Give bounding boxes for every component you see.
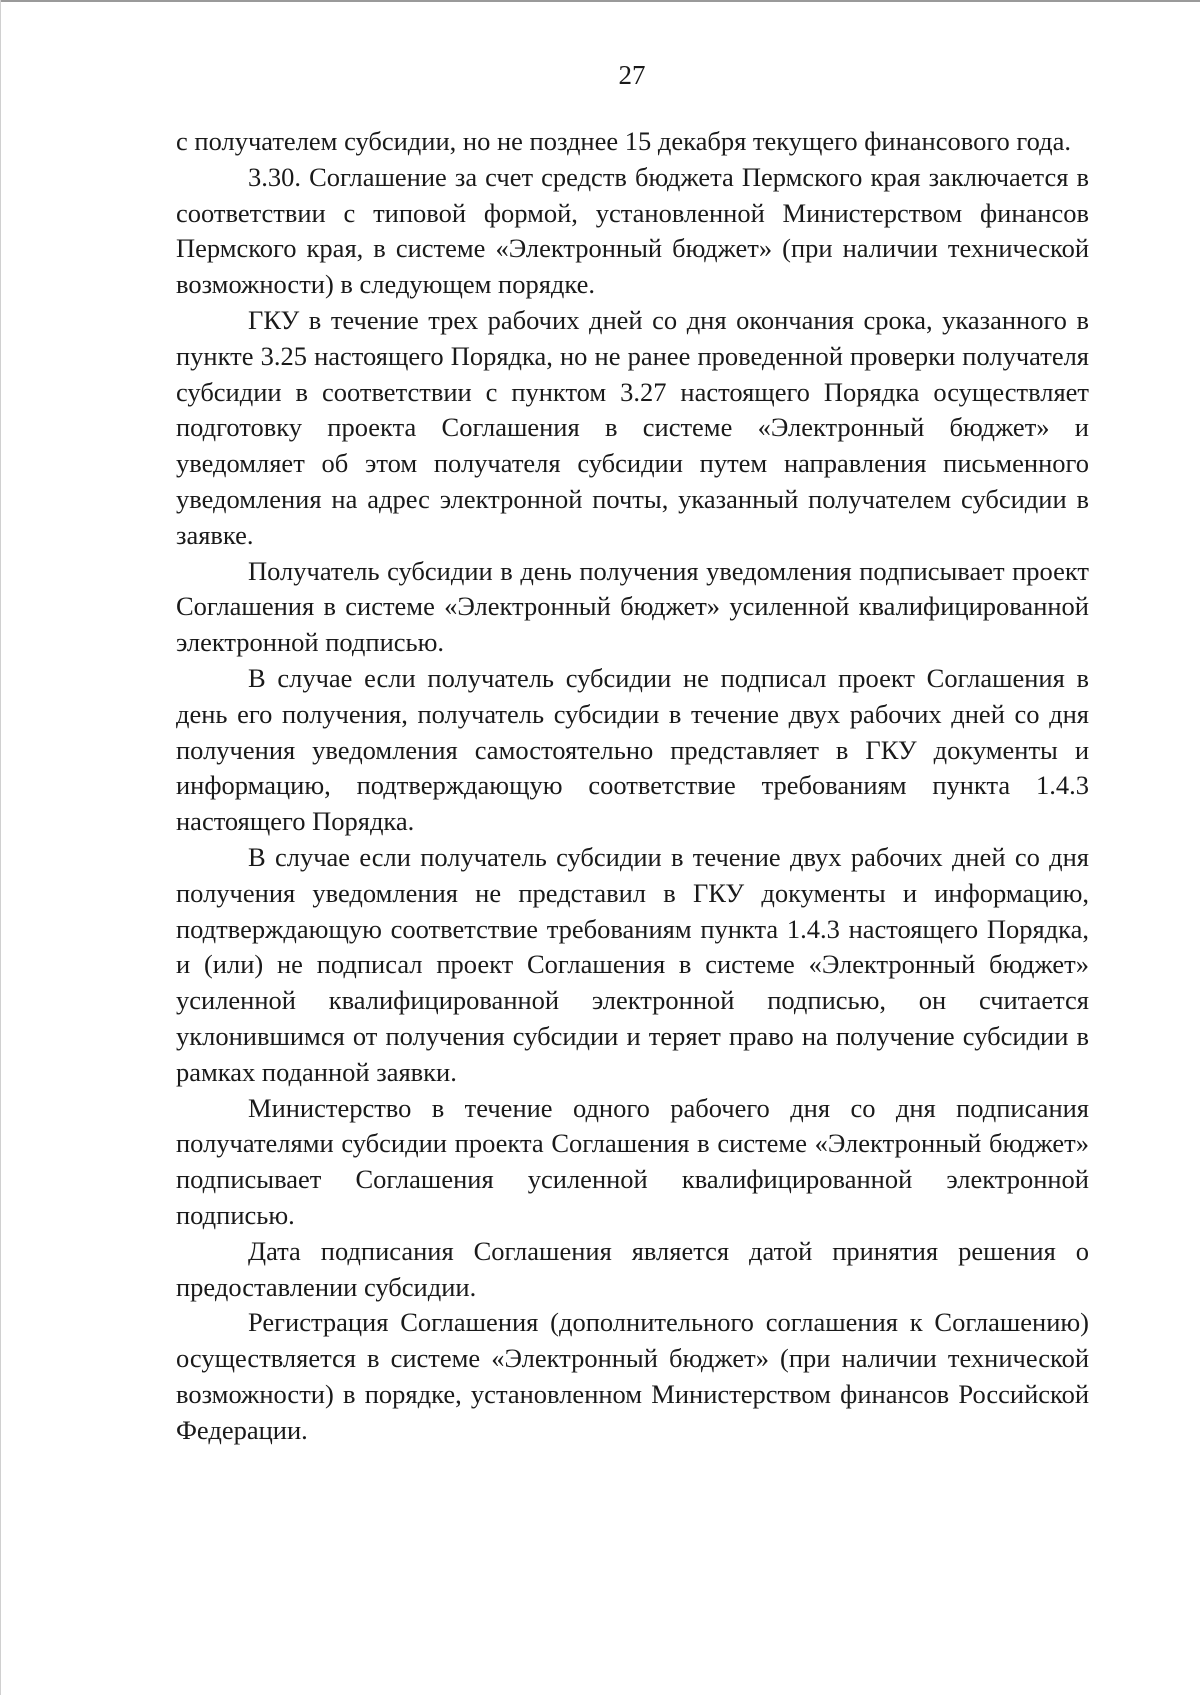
paragraph-registration: Регистрация Соглашения (дополнительного соглашения к Соглашению) осуществляется в системе «Электронный бюджет» (при наличии технической возможности) в порядке, установленном Министерством финансов Российской Федерации.	[176, 1307, 1089, 1445]
paragraph-evasion: В случае если получатель субсидии в течение двух рабочих дней со дня получения уведомления не представил в ГКУ документы и информацию, подтверждающую соответствие требованиям пункта 1.4.3 настоящего Порядка, и (или) не подписал проект Соглашения в системе «Электронный бюджет» усиленной квалифицированной электронной подписью, он считается уклонившимся от получения субсидии и теряет право на получение субсидии в рамках поданной заявки.	[176, 841, 1089, 1087]
paragraph-signing-date: Дата подписания Соглашения является датой принятия решения о предоставлении субсидии.	[176, 1235, 1089, 1302]
document-body	[176, 124, 1089, 1448]
page-number: 27	[618, 60, 646, 90]
paragraph-continuation: с получателем субсидии, но не позднее 15 декабря текущего финансового года.	[176, 126, 1071, 156]
scan-edge	[1, 0, 1200, 2]
paragraph-recipient-signs: Получатель субсидии в день получения уведомления подписывает проект Соглашения в системе «Электронный бюджет» усиленной квалифицированной электронной подписью.	[176, 555, 1089, 658]
paragraph-gku-preparation: ГКУ в течение трех рабочих дней со дня окончания срока, указанного в пункте 3.25 настоящего Порядка, но не ранее проведенной проверки получателя субсидии в соответствии с пунктом 3.27 настоящего Порядка осуществляет подготовку проекта Соглашения в системе «Электронный бюджет» и уведомляет об этом получателя субсидии путем направления письменного уведомления на адрес электронной почты, указанный получателем субсидии в заявке.	[176, 304, 1089, 550]
paragraph-ministry-signs: Министерство в течение одного рабочего дня со дня подписания получателями субсидии проекта Соглашения в системе «Электронный бюджет» подписывает Соглашения усиленной квалифицированной электронной подписью.	[176, 1092, 1089, 1230]
paragraph-not-signed: В случае если получатель субсидии не подписал проект Соглашения в день его получения, получатель субсидии в течение двух рабочих дней со дня получения уведомления самостоятельно представляет в ГКУ документы и информацию, подтверждающую соответствие требованиям пункта 1.4.3 настоящего Порядка.	[176, 662, 1089, 837]
paragraph-3-30: 3.30. Соглашение за счет средств бюджета Пермского края заключается в соответствии с типовой формой, установленной Министерством финансов Пермского края, в системе «Электронный бюджет» (при наличии технической возможности) в следующем порядке.	[176, 161, 1089, 300]
